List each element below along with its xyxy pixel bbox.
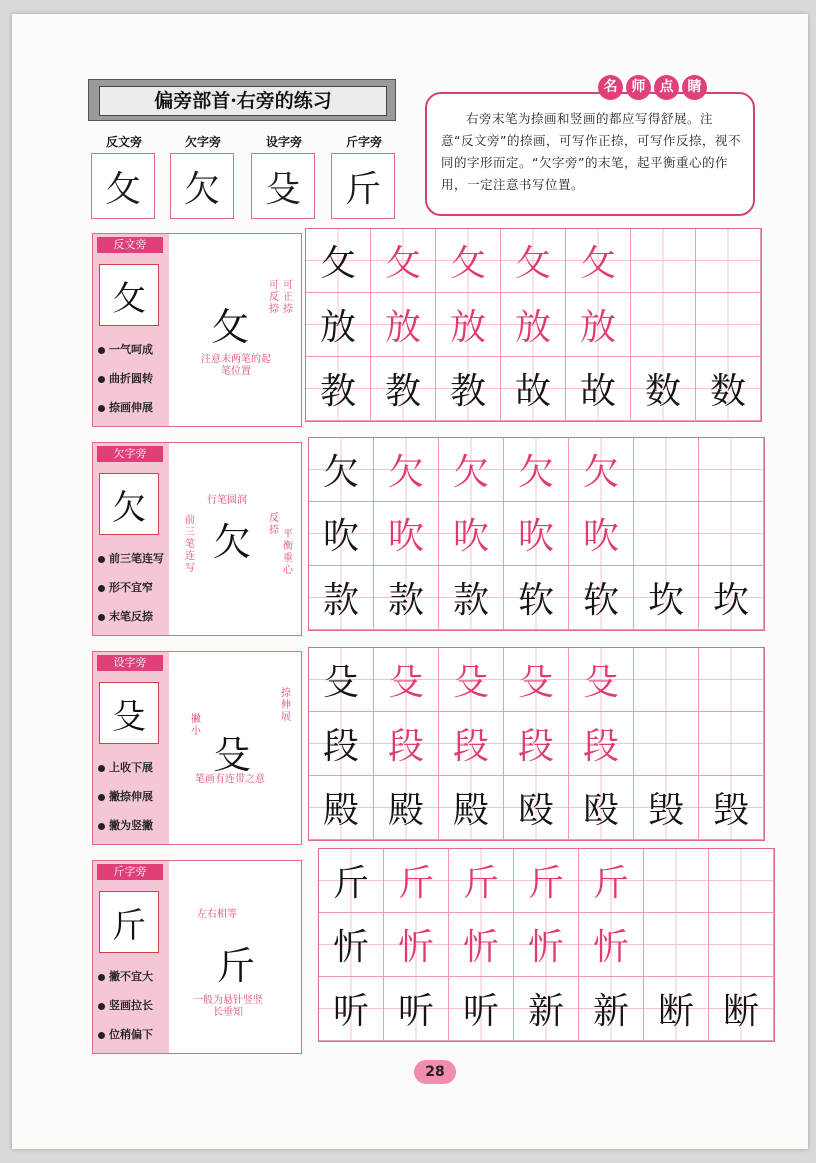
grid-cell: 殳 [439,648,504,712]
section-char: 欠 [99,473,159,535]
tip-title-char: 名 [598,75,623,100]
grid-cell: 忻 [384,913,449,977]
section-tag: 反文旁 [97,237,163,253]
grid-cell: 坎 [634,566,699,630]
grid-cell: 软 [569,566,634,630]
grid-cell: 殴 [569,776,634,840]
tip-item: 撇捺伸展 [98,787,153,816]
tip-title-char: 点 [654,75,679,100]
grid-cell: 新 [514,977,579,1041]
grid-cell [699,648,764,712]
grid-cell: 段 [309,712,374,776]
diagram-note: 可反捺 [269,280,279,315]
grid-cell: 吹 [309,502,374,566]
grid-cell: 数 [631,357,696,421]
grid-cell [644,849,709,913]
sample-char-2: 欠 [170,153,234,219]
grid-cell [696,229,761,293]
grid-cell: 段 [504,712,569,776]
grid-cell: 攵 [306,229,371,293]
diagram-char: 殳 [213,733,252,777]
diagram-char: 斤 [217,944,256,988]
sample-label-4: 斤字旁 [345,135,382,149]
grid-cell: 吹 [569,502,634,566]
grid-cell: 毁 [699,776,764,840]
grid-cell: 断 [709,977,774,1041]
tip-text: 右旁末笔为捺画和竖画的都应写得舒展。注意“反文旁”的捺画，可写作正捺，可写作反捺，视不同的字形而定。“欠字旁”的末笔，起平衡重心的作用，一定注意书写位置。 [441,111,741,192]
grid-cell: 放 [501,293,566,357]
tip-item: 竖画拉长 [98,996,153,1025]
grid-cell: 殴 [504,776,569,840]
grid-cell [709,913,774,977]
tip-title-char: 师 [626,75,651,100]
grid-cell: 款 [309,566,374,630]
grid-cell: 故 [566,357,631,421]
tip-item: 撇为竖撇 [98,816,153,845]
grid-cell: 斤 [384,849,449,913]
sample-label-2: 欠字旁 [184,135,221,149]
tip-item: 前三笔连写 [98,549,164,578]
grid-cell: 欠 [309,438,374,502]
grid-cell: 斤 [514,849,579,913]
grid-cell: 攵 [566,229,631,293]
diagram-note: 平衡重心 [283,529,293,576]
section-sidebar [93,234,169,426]
stroke-diagram [173,652,301,844]
grid-cell [699,502,764,566]
grid-cell: 数 [696,357,761,421]
tips-list [98,340,153,427]
practice-grid-2 [308,437,765,631]
section-tag: 设字旁 [97,655,163,671]
grid-cell: 断 [644,977,709,1041]
section-qian [92,442,302,636]
grid-cell: 攵 [436,229,501,293]
grid-cell [634,712,699,776]
grid-cell: 忻 [449,913,514,977]
grid-cell: 殳 [504,648,569,712]
grid-cell [634,502,699,566]
diagram-note: 行笔圆润 [207,495,247,506]
sample-label-3: 设字旁 [265,135,302,149]
grid-cell: 放 [436,293,501,357]
grid-cell: 殿 [309,776,374,840]
grid-cell: 殳 [309,648,374,712]
section-char: 斤 [99,891,159,953]
grid-cell: 斤 [449,849,514,913]
grid-cell: 吹 [374,502,439,566]
grid-cell: 殳 [374,648,439,712]
diagram-char: 攵 [211,305,250,349]
tip-item: 撇不宜大 [98,967,153,996]
grid-cell: 款 [374,566,439,630]
grid-cell: 欠 [504,438,569,502]
section-char: 殳 [99,682,159,744]
grid-cell [631,293,696,357]
tip-item: 形不宜窄 [98,578,164,607]
grid-cell: 攵 [501,229,566,293]
practice-grid-4 [318,848,775,1042]
section-shu [92,651,302,845]
grid-cell: 吹 [439,502,504,566]
grid-cell: 忻 [319,913,384,977]
grid-cell: 殿 [439,776,504,840]
section-sidebar [93,861,169,1053]
diagram-note: 笔画有连带之意 [195,774,265,785]
grid-cell: 段 [569,712,634,776]
grid-cell: 斤 [579,849,644,913]
grid-cell: 放 [371,293,436,357]
grid-cell: 听 [384,977,449,1041]
tip-item: 一气呵成 [98,340,153,369]
grid-cell: 吹 [504,502,569,566]
stroke-diagram [173,861,301,1053]
grid-cell: 欠 [439,438,504,502]
tip-title [598,75,707,100]
sample-char-1: 攵 [91,153,155,219]
grid-cell: 坎 [699,566,764,630]
section-fanwen [92,233,302,427]
grid-cell: 放 [566,293,631,357]
stroke-diagram [173,234,301,426]
grid-cell: 忻 [514,913,579,977]
tip-item: 位稍偏下 [98,1025,153,1054]
tips-list [98,967,153,1054]
section-tag: 斤字旁 [97,864,163,880]
diagram-note: 撇小 [191,714,201,737]
diagram-note: 捺伸展 [281,688,291,723]
diagram-note: 左右相等 [197,909,237,920]
grid-cell: 教 [436,357,501,421]
grid-cell [699,712,764,776]
grid-cell: 款 [439,566,504,630]
grid-cell [644,913,709,977]
grid-cell: 教 [306,357,371,421]
section-tag: 欠字旁 [97,446,163,462]
section-jin [92,860,302,1054]
tip-item: 末笔反捺 [98,607,164,636]
title-frame [88,79,396,121]
grid-cell: 段 [439,712,504,776]
diagram-note: 一般为悬针竖竖长垂知 [193,995,263,1018]
section-sidebar [93,652,169,844]
grid-cell: 欠 [374,438,439,502]
diagram-note: 反捺 [269,513,279,536]
tips-list [98,549,164,636]
grid-cell: 听 [449,977,514,1041]
grid-cell [634,438,699,502]
sample-label-1: 反文旁 [105,135,142,149]
diagram-note: 可正捺 [283,280,293,315]
grid-cell: 忻 [579,913,644,977]
grid-cell: 软 [504,566,569,630]
sample-char-3: 殳 [251,153,315,219]
diagram-note: 注意末两笔的起笔位置 [201,354,271,377]
section-char: 攵 [99,264,159,326]
tip-title-char: 睛 [682,75,707,100]
page-title: 偏旁部首·右旁的练习 [99,86,387,116]
tip-item: 曲折圆转 [98,369,153,398]
tip-box [425,92,755,216]
grid-cell [696,293,761,357]
grid-cell [634,648,699,712]
grid-cell: 故 [501,357,566,421]
grid-cell: 欠 [569,438,634,502]
stroke-diagram [173,443,301,635]
grid-cell: 听 [319,977,384,1041]
diagram-note: 前三笔连写 [185,515,195,574]
practice-grid-3 [308,647,765,841]
grid-cell [631,229,696,293]
grid-cell: 攵 [371,229,436,293]
page-number: 28 [414,1060,456,1084]
grid-cell: 毁 [634,776,699,840]
practice-grid-1 [305,228,762,422]
tip-item: 捺画伸展 [98,398,153,427]
grid-cell: 殿 [374,776,439,840]
grid-cell [709,849,774,913]
grid-cell: 放 [306,293,371,357]
grid-cell: 殳 [569,648,634,712]
grid-cell [699,438,764,502]
grid-cell: 教 [371,357,436,421]
grid-cell: 新 [579,977,644,1041]
tips-list [98,758,153,845]
grid-cell: 斤 [319,849,384,913]
diagram-char: 欠 [213,520,252,564]
sample-char-4: 斤 [331,153,395,219]
grid-cell: 段 [374,712,439,776]
section-sidebar [93,443,169,635]
tip-item: 上收下展 [98,758,153,787]
